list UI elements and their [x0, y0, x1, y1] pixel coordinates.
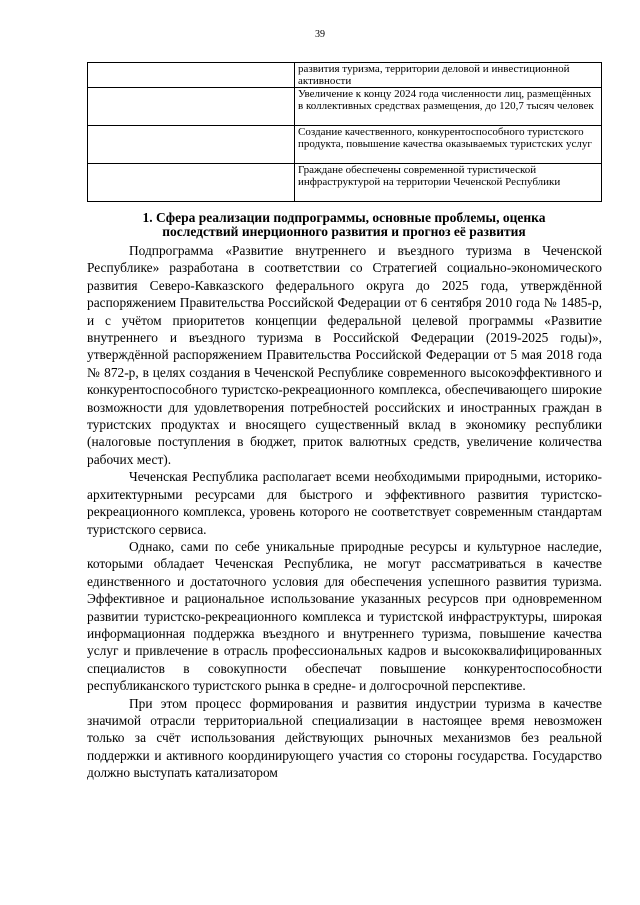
table-cell-result: развития туризма, территории деловой и инвестиционной активности — [295, 63, 602, 88]
table-cell-result: Создание качественного, конкурентоспособного туристского продукта, повышение качества оказываемых туристских услуг — [295, 126, 602, 164]
paragraph: Чеченская Республика располагает всеми необходимыми природными, историко-архитектурными ресурсами для быстрого и эффективного развития туристско-рекреационного комплекса, уровень которого не соответствует современным стандартам туристского сервиса. — [87, 469, 602, 537]
section-title-line: последствий инерционного развития и прогноз её развития — [162, 224, 526, 239]
table-row — [88, 88, 602, 126]
table-row — [88, 126, 602, 164]
body-text — [87, 242, 602, 782]
page-number: 39 — [315, 29, 325, 40]
paragraph: При этом процесс формирования и развития индустрии туризма в качестве значимой отрасли территориальной специализации в настоящее время невозможен только за счёт использования действующих рыночных механизмов без реальной поддержки и активного координирующего участия со стороны государства. Государство должно выступать катализатором — [87, 695, 602, 781]
paragraph: Подпрограмма «Развитие внутреннего и въездного туризма в Чеченской Республике» разработана в соответствии со Стратегией социально-экономического развития Северо-Кавказского федерального округа до 2025 года, утверждённой распоряжением Правительства Российской Федерации от 6 сентября 2010 года № 1485-р, и с учётом приоритетов концепции федеральной целевой программы «Развитие внутреннего и въездного туризма в Российской Федерации (2019-2025 годы)», утверждённой распоряжением Правительства Российской Федерации от 5 мая 2018 года № 872-р, в целях создания в Чеченской Республике современного высокоэффективного и конкурентоспособного туристско-рекреационного комплекса, обеспечивающего широкие возможности для удовлетворения потребностей российских и иностранных граждан в туристских продуктах и вносящего существенный вклад в экономику республики (налоговые поступления в бюджет, приток валютных средств, увеличение количества рабочих мест). — [87, 243, 602, 467]
table-cell-result: Граждане обеспечены современной туристической инфраструктурой на территории Чеченской Республики — [295, 164, 602, 202]
table-cell-empty — [88, 164, 295, 202]
section-title-line: 1. Сфера реализации подпрограммы, основные проблемы, оценка — [142, 210, 546, 225]
paragraph: Однако, сами по себе уникальные природные ресурсы и культурное наследие, которыми обладает Чеченская Республика, не могут рассматриваться в качестве единственного и достаточного условия для обеспечения успешного развития туризма. Эффективное и рациональное использование указанных ресурсов при одновременном развитии туристско-рекреационного комплекса и туристской инфраструктуры, широкая информационная поддержка въездного и внутреннего туризма, повышение качества услуг и привлечение в отрасль профессиональных кадров и высококвалифицированных специалистов в совокупности обеспечат повышение конкурентоспособности республиканского туристского рынка в средне- и долгосрочной перспективе. — [87, 538, 602, 694]
table-cell-empty — [88, 126, 295, 164]
section-title — [86, 211, 602, 239]
table-cell-empty — [88, 88, 295, 126]
table-row — [88, 164, 602, 202]
table-cell-result: Увеличение к концу 2024 года численности лиц, размещённых в коллективных средствах размещения, до 120,7 тысяч человек — [295, 88, 602, 126]
table-row — [88, 63, 602, 88]
results-table — [87, 62, 602, 202]
table-cell-empty — [88, 63, 295, 88]
